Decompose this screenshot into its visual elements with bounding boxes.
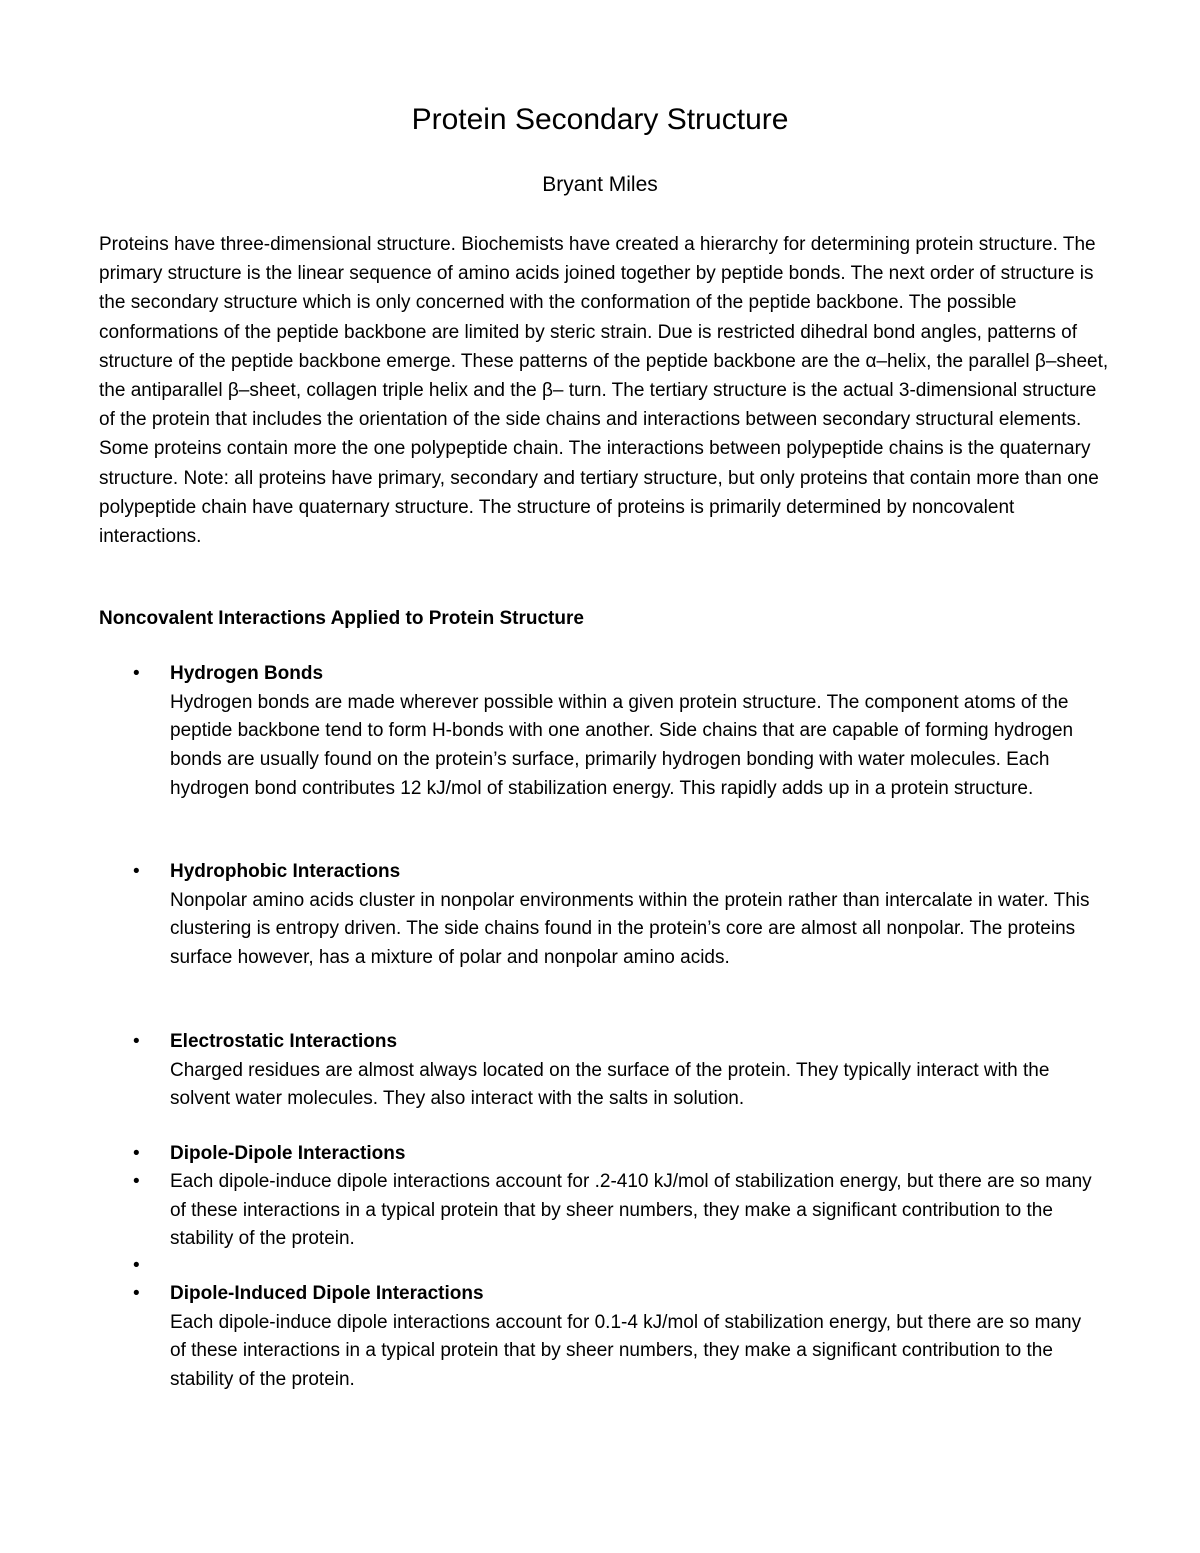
list-item-title: Dipole-Induced Dipole Interactions: [170, 1283, 484, 1304]
author-name: Bryant Miles: [542, 173, 658, 196]
list-item-body: Hydrogen bonds are made wherever possible within a given protein structure. The component atoms of the peptide backbone tend to form H-bonds with one another. Side chains that are capable of forming hydrogen bonds are usually found on the protein’s surface, primarily hydrogen bonding with water molecules. Each hydrogen bond contributes 12 kJ/mol of stabilization energy. This rapidly adds up in a protein structure.: [170, 691, 1074, 799]
bullet-icon: •: [133, 1283, 140, 1304]
list-item-title: Hydrophobic Interactions: [170, 861, 401, 882]
list-item-hydrogen-bonds: [133, 660, 1100, 804]
bullet-icon: •: [133, 663, 140, 684]
intro-paragraph: Proteins have three-dimensional structure. Biochemists have created a hierarchy for determining protein structure. The primary structure is the linear sequence of amino acids joined together by peptide bonds. The next order of structure is the secondary structure which is only concerned with the conformation of the peptide backbone. The possible conformations of the peptide backbone are limited by steric strain. Due is restricted dihedral bond angles, patterns of structure of the peptide backbone emerge. These patterns of the peptide backbone are the α–helix, the parallel β–sheet, the antiparallel β–sheet, collagen triple helix and the β– turn. The tertiary structure is the actual 3-dimensional structure of the protein that includes the orientation of the side chains and interactions between secondary structural elements. Some proteins contain more the one polypeptide chain. The interactions between polypeptide chains is the quaternary structure. Note: all proteins have primary, secondary and tertiary structure, but only proteins that contain more than one polypeptide chain have quaternary structure. The structure of proteins is primarily determined by noncovalent interactions.: [99, 234, 1109, 548]
bullet-icon: •: [133, 1171, 140, 1192]
bullet-icon: •: [133, 1255, 140, 1276]
list-item-empty: [133, 1252, 1100, 1281]
empty-line: [170, 1252, 1100, 1281]
list-item-title: Dipole-Dipole Interactions: [170, 1143, 406, 1164]
list-item-dipole-dipole-body: [133, 1168, 1100, 1254]
list-item-hydrophobic: [133, 858, 1100, 973]
bullet-icon: •: [133, 861, 140, 882]
document-title: Protein Secondary Structure: [411, 103, 789, 136]
list-item-body: Nonpolar amino acids cluster in nonpolar environments within the protein rather than intercalate in water. This clustering is entropy driven. The side chains found in the protein’s core are almost all nonpolar. The proteins surface however, has a mixture of polar and nonpolar amino acids.: [170, 889, 1090, 969]
section-heading: Noncovalent Interactions Applied to Protein Structure: [99, 608, 584, 629]
list-item-dipole-induced: [133, 1280, 1100, 1395]
bullet-icon: •: [133, 1143, 140, 1164]
bullet-icon: •: [133, 1031, 140, 1052]
list-item-title: Hydrogen Bonds: [170, 663, 324, 684]
list-item-title: Electrostatic Interactions: [170, 1031, 398, 1052]
list-item-body: Charged residues are almost always located on the surface of the protein. They typically interact with the solvent water molecules. They also interact with the salts in solution.: [170, 1059, 1050, 1110]
list-item-body: Each dipole-induce dipole interactions account for 0.1-4 kJ/mol of stabilization energy, but there are so many of these interactions in a typical protein that by sheer numbers, they make a significant contribution to the stability of the protein.: [170, 1311, 1082, 1391]
list-item-electrostatic: [133, 1028, 1100, 1114]
list-item-dipole-dipole: [133, 1140, 1100, 1169]
list-item-body: Each dipole-induce dipole interactions account for .2-410 kJ/mol of stabilization energy, but there are so many of these interactions in a typical protein that by sheer numbers, they make a significant contribution to the stability of the protein.: [170, 1171, 1092, 1250]
